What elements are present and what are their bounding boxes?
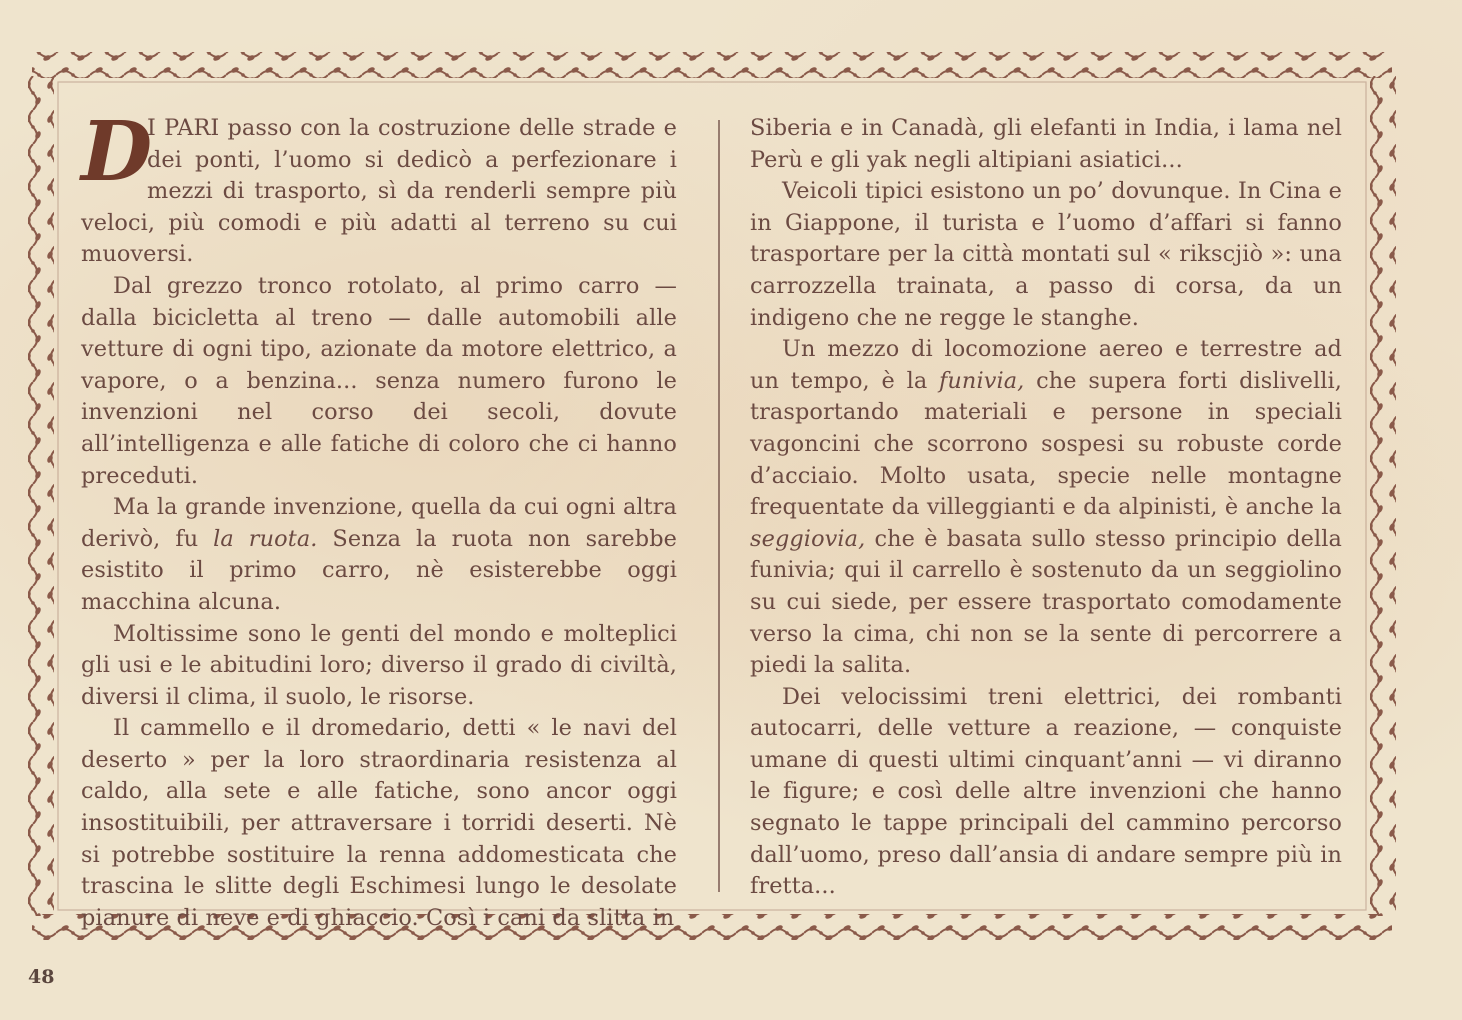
italic-term: la ruota. <box>213 525 318 552</box>
paragraph: Dal grezzo tronco rotolato, al primo carro — dalla bicicletta al treno — dalle automobili alle vetture di ogni tipo, azionate da motore elettrico, a vapore, o a benzina... senza numero furono le invenzioni nel corso dei secoli, dovute all’intelligenza e alle fatiche di coloro che ci hanno preceduti. <box>81 272 677 489</box>
paragraph: Dei velocissimi treni elettrici, dei rombanti autocarri, delle vetture a reazione, — conquiste umane di questi ultimi cinquant’anni — vi diranno le figure; e così delle altre invenzioni che hanno segnato le tappe principali del cammino percorso dall’uomo, preso dall’ansia di andare sempre più in fretta... <box>750 683 1342 900</box>
paragraph: Il cammello e il dromedario, detti « le navi del deserto » per la loro straordinaria resistenza al caldo, alla sete e alle fatiche, sono ancor oggi insostituibili, per attraversare i torridi deserti. Nè si potrebbe sostituire la renna addomesticata che trascina le slitte degli Eschimesi lungo le desolate pianure di neve e di ghiaccio. Così i cani da slitta in <box>81 715 677 931</box>
paragraph: Siberia e in Canadà, gli elefanti in India, i lama nel Perù e gli yak negli altipiani asiatici... <box>750 115 1342 173</box>
column-divider <box>718 120 720 892</box>
paragraph: Veicoli tipici esistono un po’ dovunque. In Cina e in Giappone, il turista e l’uomo d’affari si fanno trasportare per la città montati sul « rikscjiò »: una carrozzella trainata, a passo di corsa, da un indigeno che ne regge le stanghe. <box>750 178 1342 331</box>
paragraph: Un mezzo di locomozione aereo e terrestre ad un tempo, è la funivia, che supera forti dislivelli, trasportando materiali e persone in speciali vagoncini che scorrono sospesi su robuste corde d’acciaio. Molto usata, specie nelle montagne frequentate da villeggianti e da alpinisti, è anche la seggiovia, che è basata sullo stesso principio della funivia; qui il carrello è sostenuto da un seggiolino su cui siede, per essere trasportato comodamente verso la cima, chi non se la sente di percorrere a piedi la salita. <box>750 336 1342 679</box>
page-number: 48 <box>28 966 55 988</box>
italic-term: seggiovia, <box>750 525 866 552</box>
paragraph: Moltissime sono le genti del mondo e molteplici gli usi e le abitudini loro; diverso il grado di civiltà, diversi il clima, il suolo, le risorse. <box>81 620 677 710</box>
paragraph: D I PARI passo con la costruzione delle strade e dei ponti, l’uomo si dedicò a perfezionare i mezzi di trasporto, sì da renderli sempre più veloci, più comodi e più adatti al terreno su cui muoversi. <box>81 104 677 268</box>
left-text-column <box>81 104 677 934</box>
drop-cap: D <box>81 104 153 200</box>
italic-term: funivia, <box>939 367 1025 394</box>
paragraph: Ma la grande invenzione, quella da cui ogni altra derivò, fu la ruota. Senza la ruota non sarebbe esistito il primo carro, nè esisterebbe oggi macchina alcuna. <box>81 494 677 615</box>
right-text-column <box>750 113 1342 903</box>
